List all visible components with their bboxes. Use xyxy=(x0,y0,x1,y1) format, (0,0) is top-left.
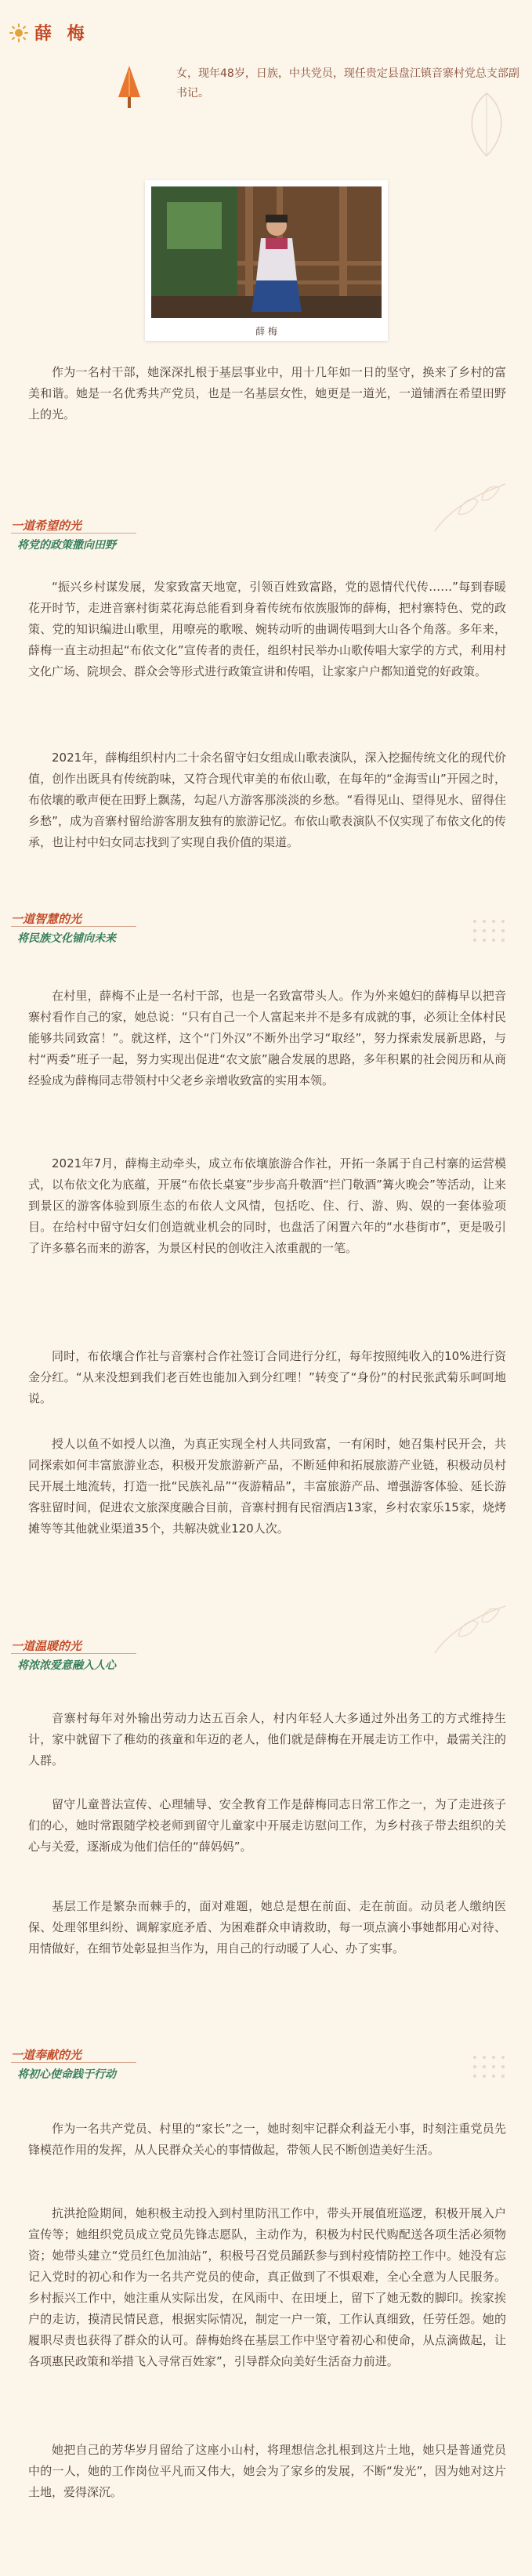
section-3-paragraph-2: 留守儿童普法宣传、心理辅导、安全教育工作是薛梅同志日常工作之一，为了走进孩子们的心，她时常跟随学校老师到留守儿童家中开展走访慰问工作，为乡村孩子带去组织的关心与关爱，逐渐成为他们信任的“薛妈妈”。 xyxy=(28,1797,506,1854)
section-title: 一道希望的光 xyxy=(11,519,82,533)
name-header xyxy=(9,20,89,45)
section-2-paragraph-2: 2021年7月，薛梅主动牵头，成立布依壤旅游合作社，开拓一条属于自己村寨的运营模式，以布依文化为底蕴，开展“布依长桌宴”步步高升敬酒“拦门敬酒”篝火晚会”等活动，让来到景区的游客体验到原生态的布依人文风情，包括吃、住、行、游、购、娱的一套体验项目。在给村中留守妇女们创造就业机会的同时，也盘活了闲置六年的“水巷街市”，更是吸引了许多慕名而来的游客，为景区村民的创收注入浓重靓的一笔。 xyxy=(28,1156,506,1255)
section-title: 一道奉献的光 xyxy=(11,2048,82,2062)
section-1-paragraph-2: 2021年，薛梅组织村内二十余名留守妇女组成山歌表演队，深入挖掘传统文化的现代价值，创作出既具有传统韵味，又符合现代审美的布依山歌，在每年的“金海雪山”开园之时，布依壤的歌声便在田野上飘荡，勾起八方游客那淡淡的乡愁。“看得见山、望得见水、留得住乡愁”，成为音寨村留给游客朋友独有的旅游记忆。布依山歌表演队不仅实现了布依文化的传承，也让村中妇女同志找到了实现自我价值的渠道。 xyxy=(28,751,506,849)
portrait-photo xyxy=(145,180,388,341)
section-title: 一道温暖的光 xyxy=(11,1639,82,1653)
intro-paragraph: 作为一名村干部，她深深扎根于基层事业中，用十几年如一日的坚守，换来了乡村的富美和谐。她是一名优秀共产党员，也是一名基层女性，她更是一道光，一道铺洒在希望田野上的光。 xyxy=(28,365,506,421)
leaf-decoration-icon xyxy=(427,476,513,539)
section-subtitle: 将党的政策撒向田野 xyxy=(17,539,116,552)
section-1-paragraph-1: “振兴乡村谋发展，发家致富天地宽，引领百姓致富路，党的恩情代代传……”每到春暖花开时节，走进音寨村街菜花海总能看到身着传统布依族服饰的薛梅，把村寨特色、党的政策、党的知识编进山歌里，用嘹亮的歌喉、婉转动听的曲调传唱到大山各个角落。多年来，薛梅一直主动担起“布依文化”宣传者的责任，组织村民举办山歌传唱大家学的方式，利用村文化广场、院坝会、群众会等形式进行政策宣讲和传唱，让家家户户都知道党的好政策。 xyxy=(28,580,506,678)
section-2-paragraph-4: 授人以鱼不如授人以渔，为真正实现全村人共同致富，一有闲时，她召集村民开会，共同探索如何丰富旅游业态，积极开发旅游新产品，不断延伸和拓展旅游产业链，积极动员村民开展土地流转，打造一批“民族礼品”“夜游精品”，丰富旅游产品、增强游客体验、延长游客驻留时间，促进农文旅深度融合目前，音寨村拥有民宿酒店13家，乡村农家乐15家，烧烤摊等等其他就业渠道35个，共解决就业120人次。 xyxy=(28,1437,506,1536)
section-4-paragraph-1: 作为一名共产党员、村里的“家长”之一，她时刻牢记群众利益无小事，时刻注重党员先锋模范作用的发挥，从人民群众关心的事情做起，带领人民不断创造美好生活。 xyxy=(28,2122,506,2157)
section-3-paragraph-3: 基层工作是繁杂而棘手的，面对难题，她总是想在前面、走在前面。动员老人缴纳医保、处理邻里纠纷、调解家庭矛盾、为困难群众申请救助，每一项点滴小事她都用心对待、用情做好，在细节处彰显担当作为，用自己的行动暖了人心、办了实事。 xyxy=(28,1899,506,1956)
section-2-paragraph-3: 同时，布依壤合作社与音寨村合作社签订合同进行分红，每年按照纯收入的10%进行资金分红。“从来没想到我们老百姓也能加入到分红哩！”转变了“身份”的村民张武菊乐呵呵地说。 xyxy=(28,1349,506,1406)
section-subtitle: 将民族文化铺向未来 xyxy=(17,932,116,945)
section-4-paragraph-3: 她把自己的芳华岁月留给了这座小山村，将理想信念扎根到这片土地，她只是普通党员中的一人，她的工作岗位平凡而又伟大，她会为了家乡的发展，不断“发光”，因为她对这片土地，爱得深沉。 xyxy=(28,2443,506,2499)
section-3-paragraph-1: 音寨村每年对外输出劳动力达五百余人，村内年轻人大多通过外出务工的方式维持生计，家中就留下了稚幼的孩童和年迈的老人，他们就是薛梅在开展走访工作中，最需关注的人群。 xyxy=(28,1711,506,1767)
section-title: 一道智慧的光 xyxy=(11,912,82,926)
section-subtitle: 将初心使命践于行动 xyxy=(17,2068,116,2081)
sun-icon xyxy=(9,24,28,42)
section-2-paragraph-1: 在村里，薛梅不止是一名村干部，也是一名致富带头人。作为外来媳妇的薛梅早以把音寨村看作自己的家，她总说：“只有自己一个人富起来并不是多有成就的事，必须让全体村民能够共同致富！”。就这样，这个“门外汉”不断外出学习“取经”，努力探索发展新思路，与村“两委”班子一起，努力实现出促进“农文旅”融合发展的思路，多年积累的社会阅历和从商经验成为薛梅同志带领村中父老乡亲增收致富的实用本领。 xyxy=(28,989,506,1087)
intro-text: 女，现年48岁，日族，中共党员，现任贵定县盘江镇音寨村党总支部副书记。 xyxy=(176,67,519,99)
section-subtitle: 将浓浓爱意融入人心 xyxy=(17,1659,116,1672)
leaf-decoration-icon xyxy=(459,89,514,160)
person-name: 薛 梅 xyxy=(34,24,89,44)
tree-icon xyxy=(116,64,143,110)
photo-caption: 薛 梅 xyxy=(255,326,277,337)
dots-decoration-icon xyxy=(470,917,514,953)
section-4-paragraph-2: 抗洪抢险期间，她积极主动投入到村里防汛工作中，带头开展值班巡逻，积极开展入户宣传等；她组织党员成立党员先锋志愿队，主动作为，积极为村民代购配送各项生活必须物资；她带头建立“党员红色加油站”，积极号召党员踊跃参与到村疫情防控工作中。她没有忘记入党时的初心和作为一名共产党员的使命，真正做到了不惧艰难，全心全意为人民服务。乡村振兴工作中，她注重从实际出发，在风雨中、在田埂上，留下了她无数的脚印。挨家挨户的走访，摸清民情民意，根据实际情况，制定一户一策，工作认真细致，任劳任怨。她的履职尽责也获得了群众的认可。薛梅始终在基层工作中坚守着初心和使命，从点滴做起，让各项惠民政策和举措飞入寻常百姓家”，引导群众向美好生活奋力前进。 xyxy=(28,2206,506,2368)
section-1-heading xyxy=(11,517,116,552)
dots-decoration-icon xyxy=(470,2053,514,2089)
section-4-heading xyxy=(11,2046,116,2082)
section-3-heading xyxy=(11,1637,116,1673)
section-2-heading xyxy=(11,910,116,946)
leaf-decoration-icon xyxy=(427,1598,513,1661)
